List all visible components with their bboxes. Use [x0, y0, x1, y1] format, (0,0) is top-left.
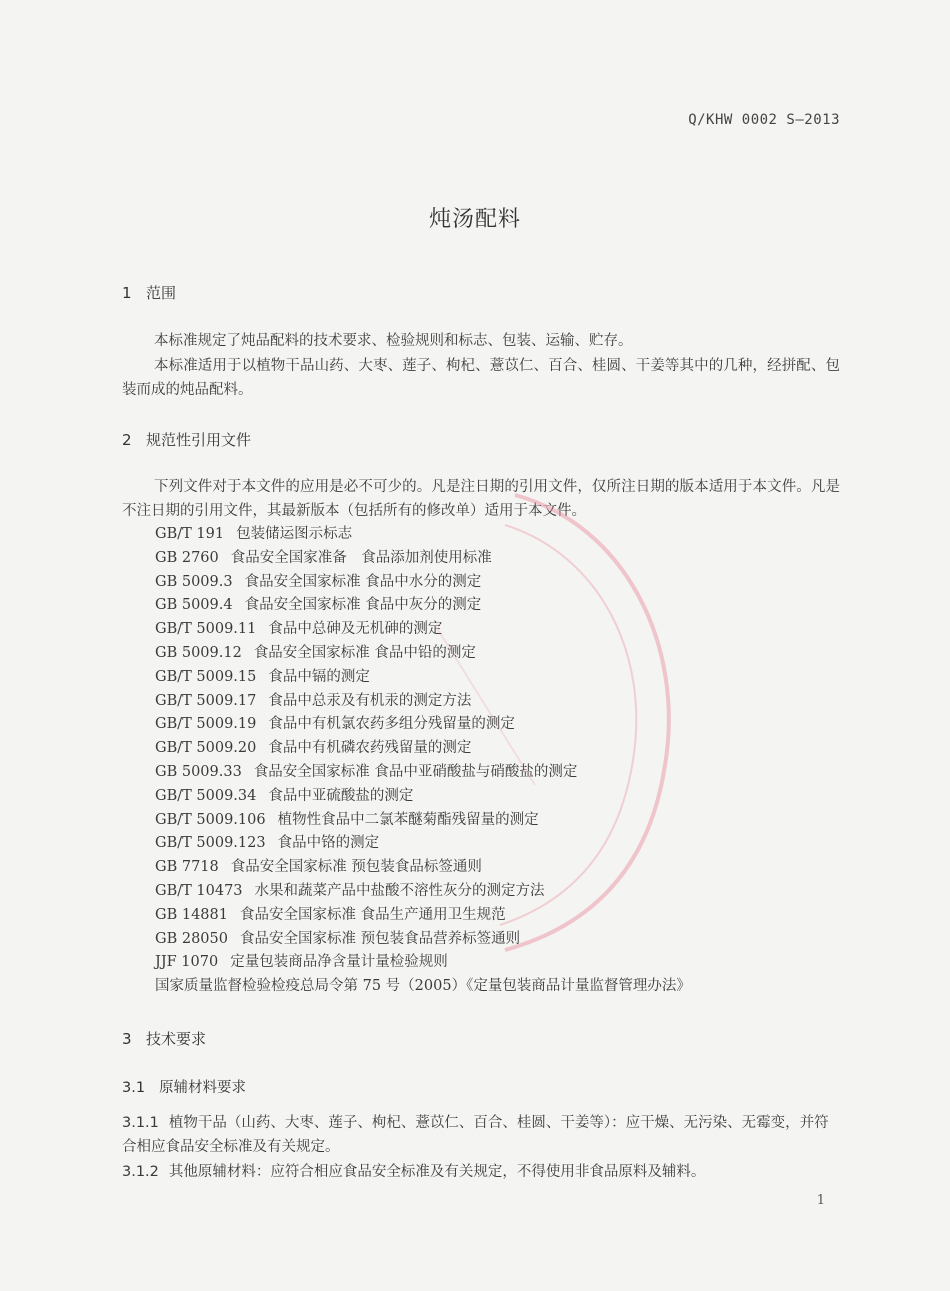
reference-title: 食品安全国家标准 食品中铅的测定: [253, 644, 476, 661]
reference-title: 食品中总汞及有机汞的测定方法: [268, 692, 472, 709]
clause-3-1-1: [122, 1111, 840, 1159]
reference-item: [155, 832, 691, 856]
reference-item: [155, 713, 691, 737]
section-number: 3: [122, 1030, 132, 1048]
reference-item: [155, 571, 691, 595]
reference-title: 食品安全国家准备 食品添加剂使用标准: [230, 549, 492, 566]
reference-code: GB/T 5009.106: [155, 811, 266, 828]
reference-item: [155, 594, 691, 618]
reference-code: GB/T 5009.17: [155, 692, 257, 709]
reference-title: 植物性食品中二氯苯醚菊酯残留量的测定: [277, 811, 539, 828]
reference-item: [155, 642, 691, 666]
reference-code: GB 5009.12: [155, 644, 242, 661]
reference-item: [155, 904, 691, 928]
reference-title: 水果和蔬菜产品中盐酸不溶性灰分的测定方法: [254, 882, 545, 899]
section-number: 1: [122, 284, 132, 302]
reference-title: 食品安全国家标准 食品中水分的测定: [244, 573, 482, 590]
reference-item: [155, 809, 691, 833]
reference-item: [155, 975, 691, 999]
reference-item: [155, 785, 691, 809]
references-intro: 下列文件对于本文件的应用是必不可少的。凡是注日期的引用文件，仅所注日期的版本适用于本文件。凡是不注日期的引用文件，其最新版本（包括所有的修改单）适用于本文件。: [122, 479, 840, 519]
subsection-title: 原辅材料要求: [159, 1080, 247, 1096]
reference-title: 食品安全国家标准 食品中灰分的测定: [244, 597, 482, 614]
scope-paragraph-1: 本标准规定了炖品配料的技术要求、检验规则和标志、包装、运输、贮存。: [154, 333, 633, 349]
reference-title: 食品安全国家标准 预包装食品营养标签通则: [239, 930, 521, 947]
reference-code: GB/T 5009.34: [155, 787, 257, 804]
reference-title: 国家质量监督检验检疫总局令第 75 号（2005）《定量包装商品计量监督管理办法》: [155, 978, 691, 995]
reference-code: GB/T 5009.19: [155, 716, 257, 733]
reference-title: 食品安全国家标准 食品中亚硝酸盐与硝酸盐的测定: [253, 763, 578, 780]
reference-code: GB/T 5009.15: [155, 668, 257, 685]
reference-code: GB/T 191: [155, 526, 225, 542]
section-heading-scope: [122, 282, 176, 303]
clause-text: 其他原辅材料：应符合相应食品安全标准及有关规定，不得使用非食品原料及辅料。: [168, 1164, 706, 1180]
reference-title: 食品中亚硫酸盐的测定: [268, 787, 414, 804]
reference-code: GB/T 5009.123: [155, 835, 266, 852]
subsection-number: 3.1: [122, 1080, 146, 1096]
reference-title: 食品中铬的测定: [277, 835, 380, 852]
reference-item: [155, 856, 691, 880]
reference-item: [155, 761, 691, 785]
reference-title: 包装储运图示标志: [236, 526, 353, 542]
document-title: 炖汤配料: [428, 207, 521, 232]
reference-title: 食品安全国家标准 食品生产通用卫生规范: [239, 906, 506, 923]
reference-code: GB 28050: [155, 930, 228, 947]
reference-item: [155, 666, 691, 690]
reference-item: [155, 928, 691, 952]
reference-title: 食品中有机氯农药多组分残留量的测定: [268, 716, 515, 733]
subsection-heading-raw-materials: [122, 1076, 246, 1097]
reference-item: [155, 547, 691, 571]
clause-3-1-2: [122, 1160, 840, 1184]
clause-text: 植物干品（山药、大枣、莲子、枸杞、薏苡仁、百合、桂圆、干姜等）：应干燥、无污染、无霉变，并符合相应食品安全标准及有关规定。: [122, 1115, 829, 1155]
section-number: 2: [122, 431, 132, 449]
reference-code: GB 5009.33: [155, 763, 242, 780]
clause-number: 3.1.1: [122, 1115, 159, 1131]
reference-title: 食品中镉的测定: [268, 668, 370, 685]
reference-code: JJF 1070: [155, 954, 219, 971]
section-title: 范围: [146, 284, 177, 302]
reference-item: [155, 951, 691, 975]
reference-code: GB 5009.3: [155, 573, 233, 590]
reference-title: 食品安全国家标准 预包装食品标签通则: [230, 859, 482, 876]
reference-title: 食品中总砷及无机砷的测定: [268, 621, 443, 638]
reference-code: GB/T 5009.20: [155, 740, 257, 757]
reference-code: GB 14881: [155, 906, 228, 923]
reference-title: 定量包装商品净含量计量检验规则: [230, 954, 448, 971]
section-title: 技术要求: [146, 1030, 207, 1048]
reference-item: [155, 690, 691, 714]
reference-code: GB/T 10473: [155, 882, 243, 899]
reference-code: GB 2760: [155, 549, 219, 566]
reference-title: 食品中有机磷农药残留量的测定: [268, 740, 472, 757]
reference-code: GB 7718: [155, 859, 219, 876]
section-title: 规范性引用文件: [146, 431, 252, 449]
page-number: 1: [816, 1193, 825, 1208]
reference-item: [155, 880, 691, 904]
clause-number: 3.1.2: [122, 1164, 159, 1180]
section-heading-normative-references: [122, 429, 251, 450]
reference-list: [155, 523, 691, 999]
document-code: Q/KHW 0002 S—2013: [688, 112, 840, 128]
reference-item: [155, 523, 691, 547]
section-heading-technical-requirements: [122, 1028, 206, 1049]
reference-code: GB/T 5009.11: [155, 621, 257, 638]
reference-item: [155, 618, 691, 642]
scope-paragraph-2: 本标准适用于以植物干品山药、大枣、莲子、枸杞、薏苡仁、百合、桂圆、干姜等其中的几种，经拼配、包装而成的炖品配料。: [122, 358, 840, 398]
reference-code: GB 5009.4: [155, 597, 233, 614]
reference-item: [155, 737, 691, 761]
